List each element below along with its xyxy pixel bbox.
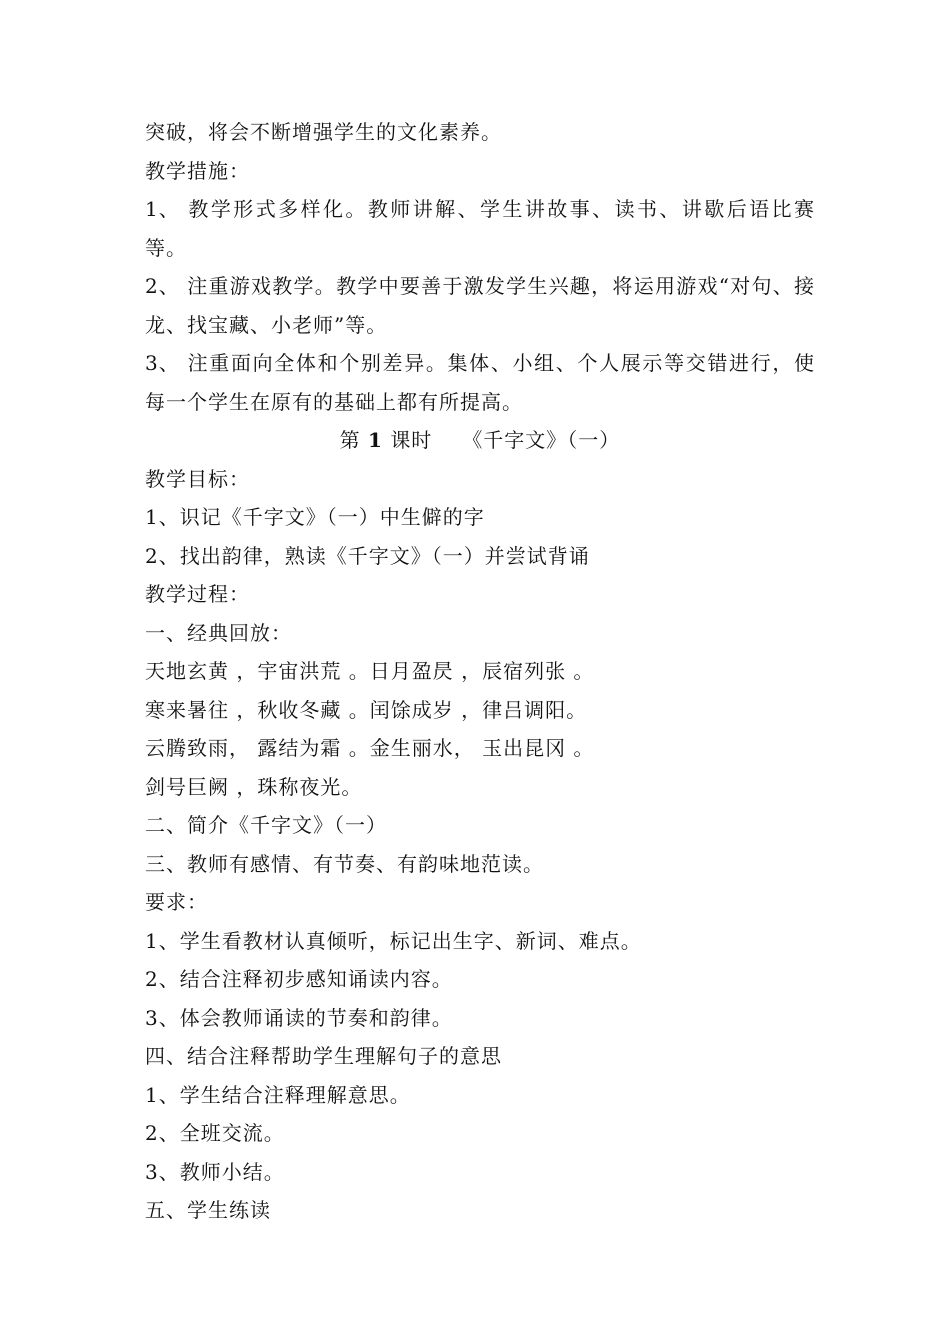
item-number: 3、 (145, 351, 180, 375)
lesson-title (145, 421, 815, 460)
verse-line-3: 云腾致雨， 露结为霜 。金生丽水， 玉出昆冈 。 (145, 736, 595, 760)
item-text: 注重游戏教学。教学中要善于激发学生兴趣，将运用游戏“对句、接龙、找宝藏、小老师”等。 (145, 274, 815, 337)
item-number: 1、 (145, 197, 180, 221)
goal-item-2: 2、找出韵律，熟读《千字文》（一）并尝试背诵 (145, 543, 590, 568)
item-text: 教学形式多样化。教师讲解、学生讲故事、读书、讲歇后语比赛等。 (145, 197, 815, 260)
lesson-title-prefix: 第 (339, 428, 361, 452)
verse-line-2: 寒来暑往 ，秋收冬藏 。闰馀成岁 ，律吕调阳。 (145, 697, 588, 722)
section-label-goals: 教学目标： (145, 466, 250, 491)
lesson-title-number: 1 (368, 428, 383, 452)
lesson-title-unit: 课时 (390, 428, 433, 452)
requirement-item-2: 2、结合注释初步感知诵读内容。 (145, 967, 453, 991)
item-number: 2、 (145, 274, 180, 298)
text-line: 突破，将会不断增强学生的文化素养。 (145, 120, 502, 144)
section-label-measures: 教学措施： (145, 158, 250, 183)
document-body (145, 113, 815, 1230)
verse-line-1: 天地玄黄 ，宇宙洪荒 。日月盈昃 ，辰宿列张 。 (145, 659, 595, 683)
process-step-5: 五、学生练读 (145, 1198, 271, 1222)
requirement-item-3: 3、体会教师诵读的节奏和韵律。 (145, 1005, 453, 1030)
measure-item-3 (145, 344, 815, 421)
goal-item-1: 1、识记《千字文》（一）中生僻的字 (145, 505, 485, 529)
lesson-title-name: 《千字文》（一） (462, 428, 621, 452)
measure-item-2 (145, 267, 815, 344)
section-label-requirements: 要求： (145, 890, 208, 914)
sub-item-3: 3、教师小结。 (145, 1159, 285, 1184)
process-step-2: 二、简介《千字文》（一） (145, 813, 387, 837)
sub-item-2: 2、全班交流。 (145, 1121, 285, 1145)
measure-item-1 (145, 190, 815, 267)
sub-item-1: 1、学生结合注释理解意思。 (145, 1082, 411, 1107)
section-label-process: 教学过程： (145, 582, 250, 606)
process-step-3: 三、教师有感情、有节奏、有韵味地范读。 (145, 851, 544, 876)
requirement-item-1: 1、学生看教材认真倾听，标记出生字、新词、难点。 (145, 928, 642, 953)
item-text: 注重面向全体和个别差异。集体、小组、个人展示等交错进行，使每一个学生在原有的基础上都有所提高。 (145, 351, 815, 414)
process-step-4: 四、结合注释帮助学生理解句子的意思 (145, 1044, 502, 1068)
verse-line-4: 剑号巨阙 ，珠称夜光。 (145, 774, 363, 799)
process-step-1: 一、经典回放： (145, 620, 292, 645)
